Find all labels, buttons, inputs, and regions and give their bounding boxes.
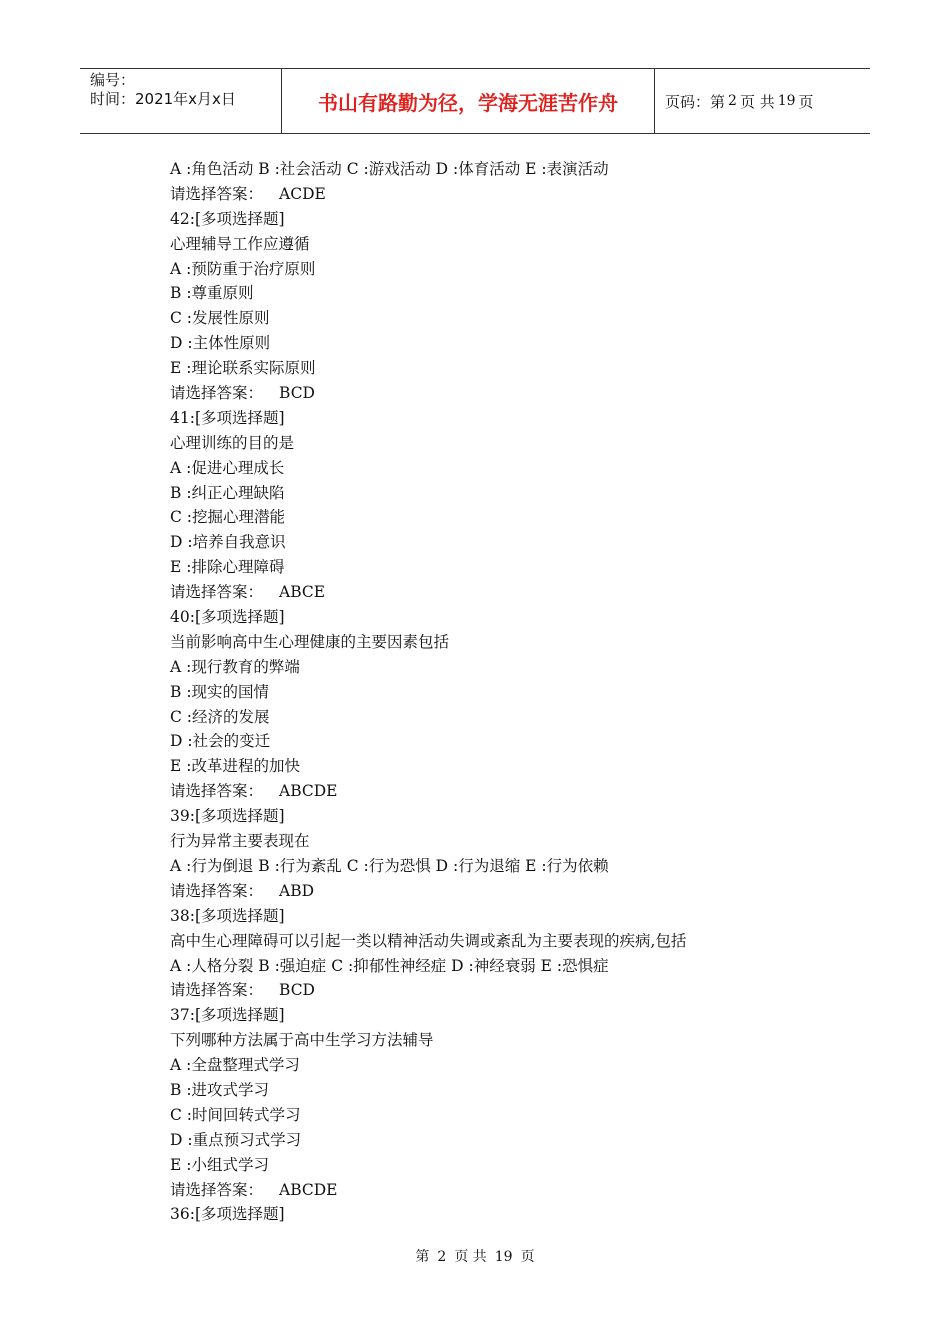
answer-label: 请选择答案：: [170, 881, 264, 900]
option-line: E :改革进程的加快: [170, 757, 300, 776]
answer-line: [170, 978, 790, 1003]
answer-label: 请选择答案：: [170, 981, 264, 1000]
question-text: 当前影响高中生心理健康的主要因素包括: [170, 632, 450, 651]
question-text: 心理训练的目的是: [170, 433, 295, 452]
answer-value: BCD: [279, 384, 315, 403]
option-line: B :进攻式学习: [170, 1080, 270, 1099]
footer-suffix: 页: [520, 1249, 535, 1265]
header-page-info: [655, 69, 870, 133]
answer-line: [170, 779, 790, 804]
option-line: E :排除心理障碍: [170, 558, 285, 577]
option-line: E :小组式学习: [170, 1155, 269, 1174]
question-header: 38:[多项选择题]: [170, 906, 285, 925]
answer-line: [170, 879, 790, 904]
header-page-total: 19: [777, 93, 796, 109]
footer-prefix: 第: [415, 1249, 430, 1265]
option-line: D :社会的变迁: [170, 732, 271, 751]
question-text: 下列哪种方法属于高中生学习方法辅导: [170, 1031, 434, 1050]
question-header: 42:[多项选择题]: [170, 209, 285, 228]
answer-value: ACDE: [279, 184, 326, 203]
option-line: A :角色活动 B :社会活动 C :游戏活动 D :体育活动 E :表演活动: [170, 160, 609, 178]
question-header: 41:[多项选择题]: [170, 408, 285, 427]
option-line: C :时间回转式学习: [170, 1105, 301, 1124]
answer-line: [170, 381, 790, 406]
option-line: A :行为倒退 B :行为紊乱 C :行为恐惧 D :行为退缩 E :行为依赖: [170, 856, 609, 875]
option-line: B :尊重原则: [170, 284, 254, 303]
header-page-current: 2: [728, 93, 737, 109]
page-header: [80, 68, 870, 134]
document-number-label: 编号：: [90, 71, 136, 89]
question-header: 39:[多项选择题]: [170, 807, 285, 826]
answer-label: 请选择答案：: [170, 583, 264, 602]
option-line: B :现实的国情: [170, 682, 270, 701]
footer-current: 2: [437, 1249, 447, 1265]
document-time-label: 时间：2021年x月x日: [90, 90, 236, 108]
answer-line: [170, 580, 790, 605]
option-line: A :促进心理成长: [170, 458, 285, 477]
page-footer: [0, 1246, 950, 1266]
header-page-suffix: 页: [798, 92, 814, 111]
footer-total: 19: [494, 1249, 513, 1265]
question-text: 行为异常主要表现在: [170, 832, 310, 851]
answer-label: 请选择答案：: [170, 782, 264, 801]
answer-value: BCD: [279, 981, 315, 1000]
option-line: A :预防重于治疗原则: [170, 259, 316, 278]
answer-value: ABCE: [279, 583, 326, 602]
answer-value: ABCDE: [279, 782, 338, 801]
option-line: C :发展性原则: [170, 309, 270, 328]
answer-label: 请选择答案：: [170, 1180, 264, 1199]
footer-mid: 页 共: [454, 1249, 487, 1265]
answer-label: 请选择答案：: [170, 184, 264, 203]
header-meta: [80, 69, 282, 133]
option-line: D :主体性原则: [170, 334, 271, 353]
answer-label: 请选择答案：: [170, 384, 264, 403]
question-text: 心理辅导工作应遵循: [170, 234, 310, 253]
header-motto: 书山有路勤为径，学海无涯苦作舟: [282, 69, 655, 133]
option-line: E :理论联系实际原则: [170, 359, 316, 378]
option-line: D :培养自我意识: [170, 533, 286, 552]
option-line: A :全盘整理式学习: [170, 1056, 300, 1075]
header-page-mid: 页 共: [739, 92, 775, 111]
question-header: 40:[多项选择题]: [170, 608, 285, 627]
option-line: B :纠正心理缺陷: [170, 483, 285, 502]
option-line: A :现行教育的弊端: [170, 657, 300, 676]
answer-value: ABCDE: [279, 1180, 338, 1199]
option-line: D :重点预习式学习: [170, 1130, 302, 1149]
question-header: 37:[多项选择题]: [170, 1006, 285, 1025]
question-list: [170, 157, 790, 1227]
question-header: 36:[多项选择题]: [170, 1205, 285, 1224]
answer-value: ABD: [279, 881, 315, 900]
header-page-prefix: 页码：第: [665, 92, 726, 111]
answer-line: [170, 1178, 790, 1203]
option-line: C :挖掘心理潜能: [170, 508, 286, 527]
answer-line: [170, 182, 790, 207]
question-text: 高中生心理障碍可以引起一类以精神活动失调或紊乱为主要表现的疾病,包括: [170, 931, 687, 950]
option-line: C :经济的发展: [170, 707, 270, 726]
option-line: A :人格分裂 B :强迫症 C :抑郁性神经症 D :神经衰弱 E :恐惧症: [170, 956, 609, 975]
